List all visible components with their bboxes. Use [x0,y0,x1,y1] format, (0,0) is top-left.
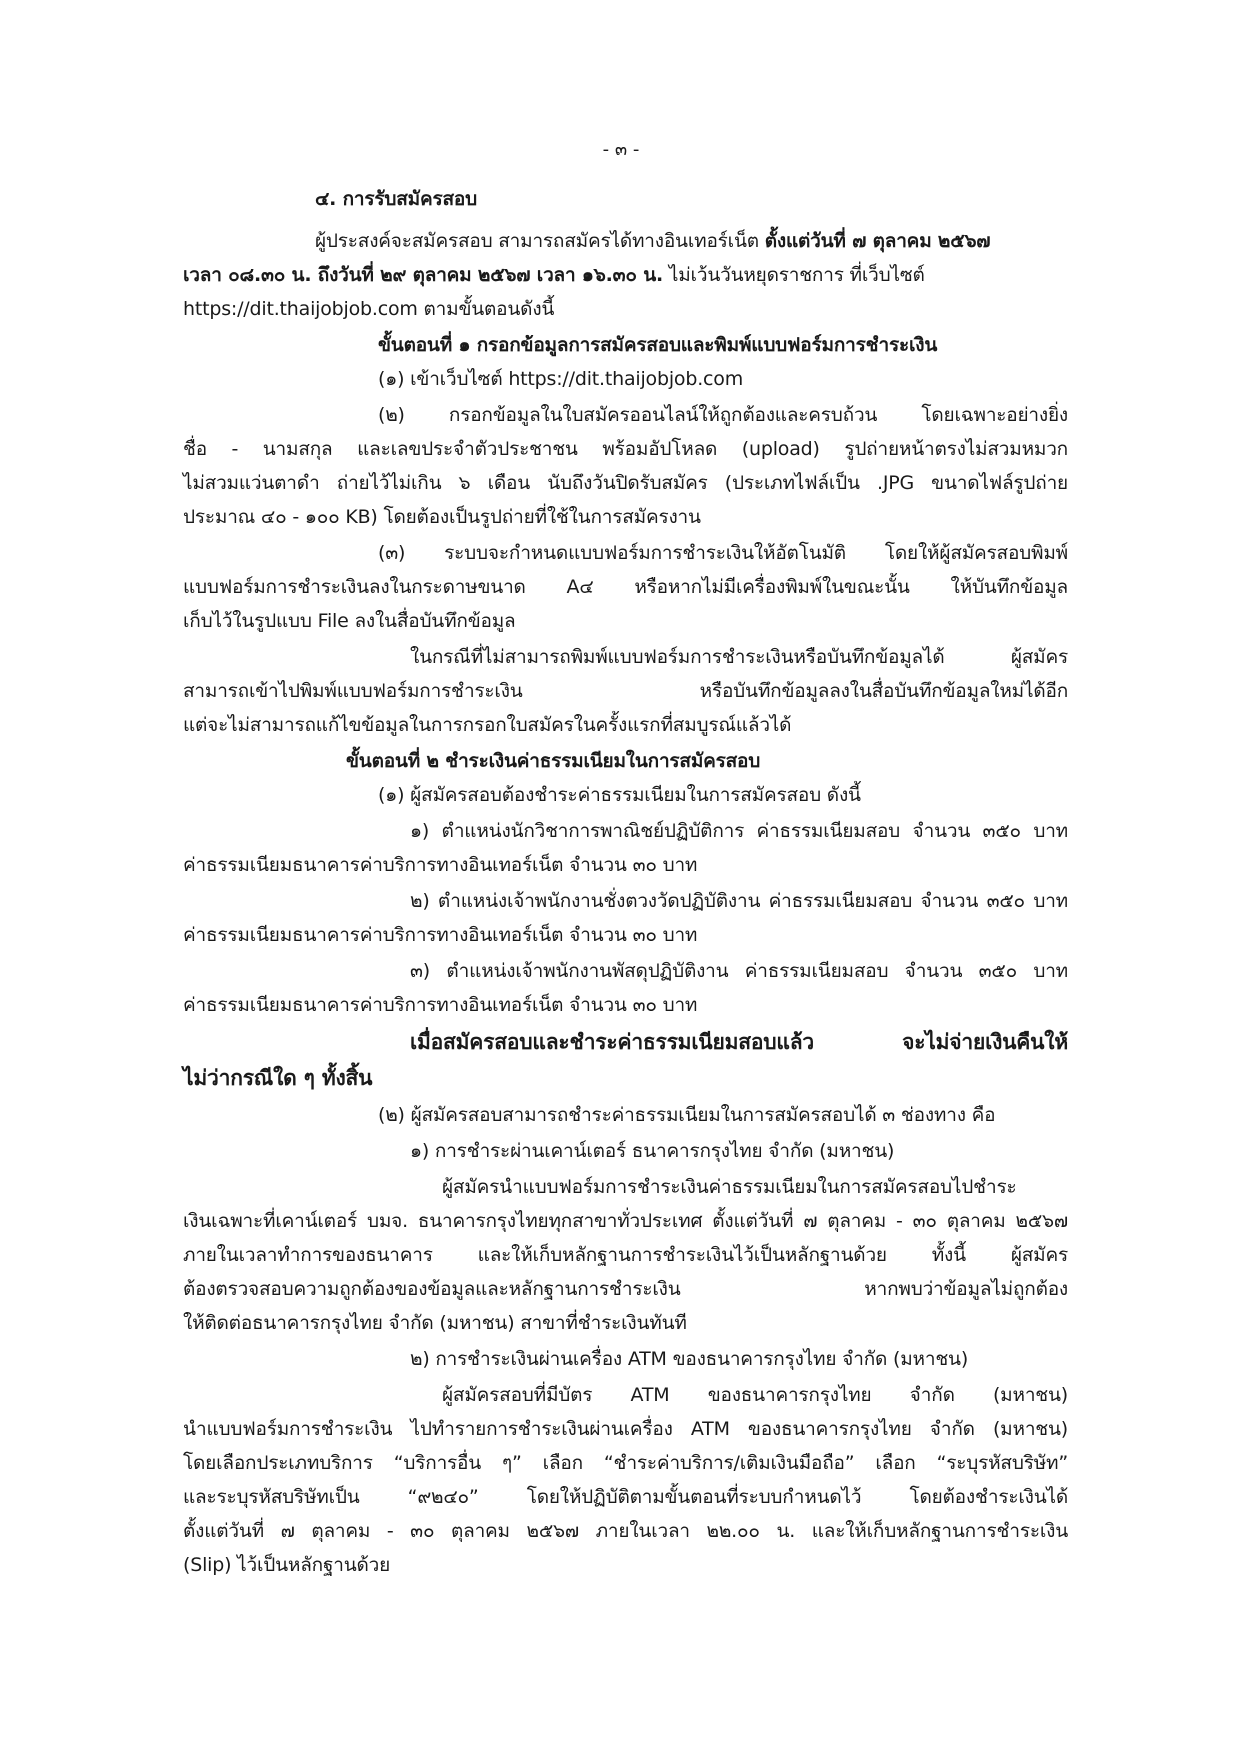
intro-period: เวลา ๐๘.๓๐ น. ถึงวันที่ ๒๙ ตุลาคม ๒๕๖๗ เวลา ๑๖.๓๐ น. [183,264,664,286]
step1-note-line-3: แต่จะไม่สามารถแก้ไขข้อมูลในการกรอกใบสมัครในครั้งแรกที่สมบูรณ์แล้วได้ [183,714,792,736]
step1-title: ขั้นตอนที่ ๑ กรอกข้อมูลการสมัครสอบและพิมพ์แบบฟอร์มการชำระเงิน [378,334,938,356]
step1-item-3-line-2: แบบฟอร์มการชำระเงินลงในกระดาษขนาด A๔ หรือหากไม่มีเครื่องพิมพ์ในขณะนั้น ให้บันทึกข้อมูล [183,576,1068,598]
step1-item-2-line-1: (๒) กรอกข้อมูลในใบสมัครออนไลน์ให้ถูกต้องและครบถ้วน โดยเฉพาะอย่างยิ่ง [378,404,1068,426]
fee-3-line-2: ค่าธรรมเนียมธนาคารค่าบริการทางอินเทอร์เน็ต จำนวน ๓๐ บาท [183,994,698,1016]
refund-warning-line-2: ไม่ว่ากรณีใด ๆ ทั้งสิ้น [183,1066,373,1090]
intro-line-1-text: ผู้ประสงค์จะสมัครสอบ สามารถสมัครได้ทางอินเทอร์เน็ต [315,230,765,252]
section-title: ๔. การรับสมัครสอบ [315,188,477,210]
intro-line-2-text: ไม่เว้นวันหยุดราชการ ที่เว็บไซต์ [663,264,925,286]
step2-item-1: (๑) ผู้สมัครสอบต้องชำระค่าธรรมเนียมในการสมัครสอบ ดังนี้ [378,784,861,806]
step1-note-line-2: สามารถเข้าไปพิมพ์แบบฟอร์มการชำระเงิน หรือบันทึกข้อมูลลงในสื่อบันทึกข้อมูลใหม่ได้อีก [183,680,1068,702]
step1-note-line-1: ในกรณีที่ไม่สามารถพิมพ์แบบฟอร์มการชำระเงินหรือบันทึกข้อมูลได้ ผู้สมัคร [410,646,1068,668]
step2-item-2: (๒) ผู้สมัครสอบสามารถชำระค่าธรรมเนียมในการสมัครสอบได้ ๓ ช่องทาง คือ [378,1104,996,1126]
channel-2-line-4: และระบุรหัสบริษัทเป็น “๙๒๔๐” โดยให้ปฏิบัติตามขั้นตอนที่ระบบกำหนดไว้ โดยต้องชำระเงินได้ [183,1486,1068,1508]
channel-1-line-3: ภายในเวลาทำการของธนาคาร และให้เก็บหลักฐานการชำระเงินไว้เป็นหลักฐานด้วย ทั้งนี้ ผู้สมัคร [183,1244,1068,1266]
channel-2-line-3: โดยเลือกประเภทบริการ “บริการอื่น ๆ” เลือก “ชำระค่าบริการ/เติมเงินมือถือ” เลือก “ระบุรหัสบริษัท” [183,1452,1068,1474]
intro-line-2 [183,266,925,285]
refund-warning-line-1: เมื่อสมัครสอบและชำระค่าธรรมเนียมสอบแล้ว จะไม่จ่ายเงินคืนให้ [410,1030,1068,1054]
channel-2-line-2: นำแบบฟอร์มการชำระเงิน ไปทำรายการชำระเงินผ่านเครื่อง ATM ของธนาคารกรุงไทย จำกัด (มหาชน) [183,1418,1068,1440]
step1-item-2-line-2: ชื่อ - นามสกุล และเลขประจำตัวประชาชน พร้อมอัปโหลด (upload) รูปถ่ายหน้าตรงไม่สวมหมวก [183,438,1068,460]
step1-item-3-line-3: เก็บไว้ในรูปแบบ File ลงในสื่อบันทึกข้อมูล [183,610,516,632]
step1-item-2-line-3: ไม่สวมแว่นตาดำ ถ่ายไว้ไม่เกิน ๖ เดือน นับถึงวันปิดรับสมัคร (ประเภทไฟล์เป็น .JPG ขนาดไฟล์รูปถ่าย [183,472,1068,494]
fee-1-line-1: ๑) ตำแหน่งนักวิชาการพาณิชย์ปฏิบัติการ ค่าธรรมเนียมสอบ จำนวน ๓๕๐ บาท [410,820,1068,842]
channel-2-line-6: (Slip) ไว้เป็นหลักฐานด้วย [183,1554,391,1576]
intro-start-date: ตั้งแต่วันที่ ๗ ตุลาคม ๒๕๖๗ [764,230,991,252]
channel-1-line-2: เงินเฉพาะที่เคาน์เตอร์ บมจ. ธนาคารกรุงไทยทุกสาขาทั่วประเทศ ตั้งแต่วันที่ ๗ ตุลาคม - ๓๐ ตุลาคม ๒๕๖๗ [183,1210,1068,1232]
channel-1-line-4: ต้องตรวจสอบความถูกต้องของข้อมูลและหลักฐานการชำระเงิน หากพบว่าข้อมูลไม่ถูกต้อง [183,1278,1068,1300]
channel-1-line-5: ให้ติดต่อธนาคารกรุงไทย จำกัด (มหาชน) สาขาที่ชำระเงินทันที [183,1312,687,1334]
step1-item-3-line-1: (๓) ระบบจะกำหนดแบบฟอร์มการชำระเงินให้อัตโนมัติ โดยให้ผู้สมัครสอบพิมพ์ [378,542,1068,564]
channel-1-title: ๑) การชำระผ่านเคาน์เตอร์ ธนาคารกรุงไทย จำกัด (มหาชน) [410,1140,895,1162]
intro-line-3: https://dit.thaijobjob.com ตามขั้นตอนดังนี้ [183,298,555,320]
step1-item-1: (๑) เข้าเว็บไซต์ https://dit.thaijobjob.com [378,368,744,390]
fee-2-line-1: ๒) ตำแหน่งเจ้าพนักงานชั่งตวงวัดปฏิบัติงาน ค่าธรรมเนียมสอบ จำนวน ๓๕๐ บาท [410,890,1068,912]
channel-2-line-1: ผู้สมัครสอบที่มีบัตร ATM ของธนาคารกรุงไทย จำกัด (มหาชน) [442,1384,1068,1406]
fee-3-line-1: ๓) ตำแหน่งเจ้าพนักงานพัสดุปฏิบัติงาน ค่าธรรมเนียมสอบ จำนวน ๓๕๐ บาท [410,960,1068,982]
channel-2-title: ๒) การชำระเงินผ่านเครื่อง ATM ของธนาคารกรุงไทย จำกัด (มหาชน) [410,1348,969,1370]
page-number: - ๓ - [602,139,640,160]
fee-2-line-2: ค่าธรรมเนียมธนาคารค่าบริการทางอินเทอร์เน็ต จำนวน ๓๐ บาท [183,924,698,946]
step2-title: ขั้นตอนที่ ๒ ชำระเงินค่าธรรมเนียมในการสมัครสอบ [346,750,761,772]
intro-line-1 [315,232,990,251]
channel-1-line-1: ผู้สมัครนำแบบฟอร์มการชำระเงินค่าธรรมเนียมในการสมัครสอบไปชำระ [442,1176,1017,1198]
step1-item-2-line-4: ประมาณ ๔๐ - ๑๐๐ KB) โดยต้องเป็นรูปถ่ายที่ใช้ในการสมัครงาน [183,506,701,528]
channel-2-line-5: ตั้งแต่วันที่ ๗ ตุลาคม - ๓๐ ตุลาคม ๒๕๖๗ ภายในเวลา ๒๒.๐๐ น. และให้เก็บหลักฐานการชำระเงิน [183,1520,1068,1542]
fee-1-line-2: ค่าธรรมเนียมธนาคารค่าบริการทางอินเทอร์เน็ต จำนวน ๓๐ บาท [183,854,698,876]
